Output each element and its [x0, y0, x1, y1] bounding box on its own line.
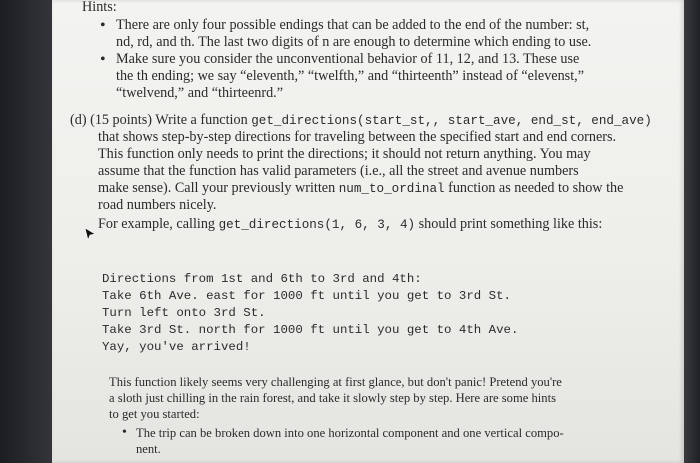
hint2-line3: “twelvend,” and “thirteenrd.” — [116, 85, 284, 101]
output-line: Yay, you've arrived! — [102, 340, 251, 354]
bullet-icon: • — [100, 51, 106, 68]
output-line: Take 3rd St. north for 1000 ft until you get to 4th Ave. — [102, 323, 519, 337]
part-d-line3: This function only needs to print the directions; it should not return anything. You may — [98, 146, 591, 162]
hint2-line2: the th ending; we say “eleventh,” “twelfth,” and “thirteenth” instead of “elevenst,” — [116, 68, 584, 84]
part-d-example-line — [98, 216, 602, 234]
function-signature: get_directions(start_st,, start_ave, end_st, end_ave) — [251, 114, 652, 128]
output-line: Directions from 1st and 6th to 3rd and 4th: — [102, 272, 422, 286]
hint1-line2: nd, rd, and th. The last two digits of n are enough to determine which ending to use. — [116, 34, 592, 50]
output-line: Take 6th Ave. east for 1000 ft until you get to 3rd St. — [102, 289, 511, 303]
part-d-line2: that shows step-by-step directions for traveling between the specified start and end corners. — [98, 129, 617, 145]
closing-line1: This function likely seems very challenging at first glance, but don't panic! Pretend you're — [109, 375, 562, 389]
closing-bullet1-line1: The trip can be broken down into one horizontal component and one vertical compo- — [136, 426, 564, 440]
photo-left-edge — [0, 0, 52, 463]
hint2-line1: Make sure you consider the unconventional behavior of 11, 12, and 13. These use — [116, 51, 580, 67]
part-d-line4: assume that the function has valid parameters (i.e., all the street and avenue numbers — [98, 163, 579, 179]
hints-heading: Hints: — [82, 0, 117, 15]
photo-right-edge — [684, 0, 700, 463]
example-text-a: For example, calling — [98, 216, 216, 232]
example-call-code: get_directions(1, 6, 3, 4) — [218, 218, 416, 232]
part-d-line5-a: make sense). Call your previously written — [98, 180, 336, 196]
part-d-first-line — [70, 112, 652, 130]
part-d-points: (15 points) — [90, 112, 152, 128]
part-d-line5-b: function as needed to show the — [448, 180, 624, 196]
closing-line3: to get you started: — [109, 407, 200, 421]
closing-line2: a sloth just chilling in the rain forest, and take it slowly step by step. Here are some hints — [109, 391, 556, 405]
output-line: Turn left onto 3rd St. — [102, 306, 266, 320]
document-page — [52, 0, 684, 463]
bullet-icon: • — [122, 425, 127, 440]
part-d-label: (d) — [70, 112, 87, 128]
num-to-ordinal-code: num_to_ordinal — [338, 182, 445, 196]
example-text-b: should print something like this: — [418, 216, 603, 232]
part-d-line6: road numbers nicely. — [98, 197, 217, 213]
hint1-line1: There are only four possible endings that can be added to the end of the number: st, — [116, 17, 590, 33]
part-d-line5 — [98, 180, 623, 198]
part-d-write-text: Write a function — [155, 112, 248, 128]
closing-bullet1-line2: nent. — [136, 442, 161, 456]
bullet-icon: • — [100, 17, 106, 34]
pointer-arrow-icon — [84, 227, 96, 241]
